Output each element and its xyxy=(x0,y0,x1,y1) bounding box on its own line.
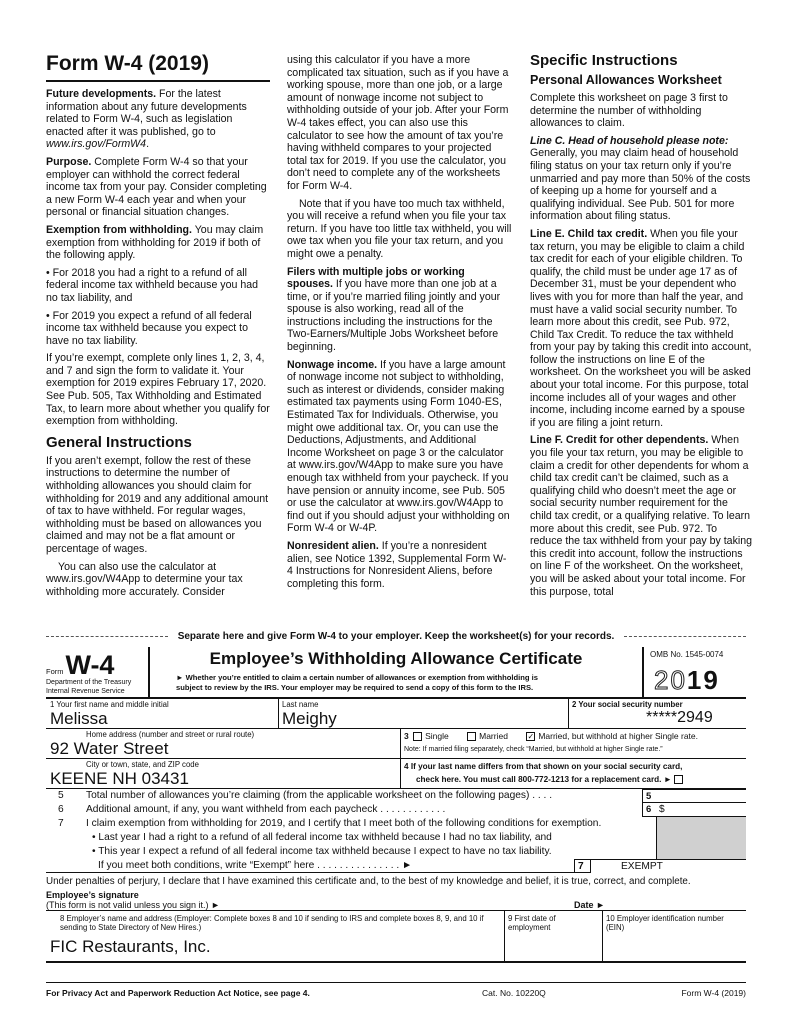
linec-text: Generally, you may claim head of household filing status on your tax return only if you’re unmarried and pay more than 50% of the costs of keeping up a home for yourself and a qualifying individual. See Pub. 501 for more information about filing status. xyxy=(530,147,751,223)
linee-head: Line E. Child tax credit. xyxy=(530,227,648,240)
line-6-text: Additional amount, if any, you want withheld from each paycheck . . . . . . . . . . . . xyxy=(86,804,446,815)
exempt-paragraph: If you’re exempt, complete only lines 1, 2, 3, 4, and 7 and sign the form to validate it. Your exemption for 2019 expires February 17, 2020. See Pub. 505, Tax Withholding and Estimated Tax, to learn more about whether you qualify for exemption from withholding. xyxy=(46,352,270,428)
married-label: Married xyxy=(479,731,508,741)
employer-name-field[interactable]: FIC Restaurants, Inc. xyxy=(50,937,211,956)
form-reference: Form W-4 (2019) xyxy=(681,988,746,998)
form-word: Form xyxy=(46,667,64,676)
nonwage xyxy=(287,359,512,535)
married-higher-checkbox[interactable] xyxy=(526,732,535,741)
nonresident xyxy=(287,540,512,590)
calculator-text: You can also use the calculator at www.irs.gov/W4App to determine your tax withholding more accurately. Consider xyxy=(46,560,243,598)
last-name-field[interactable]: Meighy xyxy=(282,709,337,728)
w4-certificate xyxy=(46,647,746,963)
line-e xyxy=(530,228,752,430)
allowances-field[interactable] xyxy=(656,789,746,803)
ssn-label: 2 Your social security number xyxy=(572,700,683,709)
specific-instructions-heading: Specific Instructions xyxy=(530,52,678,69)
address-label: Home address (number and street or rural route) xyxy=(86,730,255,739)
ssn-field[interactable]: *****2949 xyxy=(646,709,713,726)
line-5 xyxy=(46,789,746,803)
tax-year xyxy=(654,665,720,696)
line-4-text-2 xyxy=(416,775,686,784)
divider xyxy=(400,759,401,788)
certificate-title: Employee’s Withholding Allowance Certificate xyxy=(209,649,583,668)
instructions-column-3 xyxy=(530,52,752,603)
separator-text: Separate here and give Form W-4 to your employer. Keep the worksheet(s) for your records. xyxy=(177,630,615,642)
form-id-box xyxy=(46,647,150,699)
divider xyxy=(568,699,569,728)
name-row xyxy=(46,699,746,729)
linee-text: When you file your tax return, you may be eligible to claim a child tax credit for each of your eligible children. To qualify, the child must be under age 17 as of December 31, must be your dependent who lives with you for more than half the year, and must have a valid social security number. To learn more about this credit, see Pub. 972, Child Tax Credit. To reduce the tax withheld from your pay by taking this credit into account, follow the instructions on line E of the worksheet. On the worksheet you will be asked about your total income. For this purpose, total income includes all of your wages and other income, including income earned by a spouse if you are filing a joint return. xyxy=(530,227,752,429)
line-4-text-1: 4 If your last name differs from that shown on your social security card, xyxy=(404,762,683,771)
certificate-title-block xyxy=(156,649,636,692)
signature-section xyxy=(46,873,746,911)
divider xyxy=(504,911,505,961)
city-row xyxy=(46,759,746,789)
city-field[interactable]: KEENE NH 03431 xyxy=(50,769,189,788)
instructions-column-1 xyxy=(46,52,270,603)
line-7-condition-a xyxy=(46,831,746,845)
line-6-number: 6 xyxy=(58,804,64,815)
subtitle-line-1: ► Whether you’re entitled to claim a certain number of allowances or exemption from withholding is xyxy=(176,673,538,682)
line-7-number: 7 xyxy=(58,818,64,829)
line-7-condition-b xyxy=(46,845,746,859)
form-title: Form W-4 (2019) xyxy=(46,52,270,82)
dept-text xyxy=(46,679,131,696)
line-7-exempt xyxy=(46,859,746,873)
certificate-header xyxy=(46,647,746,699)
col2-paragraph-1: using this calculator if you have a more complicated tax situation, such as if you have a working spouse, more than one job, or a large amount of nonwage income not subject to withholding outside of your job. After your Form W-4 takes effect, you can also use this calculator to see how the amount of tax you’re having withheld compares to your projected total tax for 2019. If you use the calculator, you don’t need to complete any of the worksheets for Form W-4. xyxy=(287,54,509,192)
signature-label: Employee’s signature xyxy=(46,890,139,900)
paw-text: Complete this worksheet on page 3 first to determine the number of withholding allowances to claim. xyxy=(530,92,728,130)
filing-note: Note: If married filing separately, check “Married, but withhold at higher Single rate.” xyxy=(404,746,663,753)
future-url-link[interactable]: www.irs.gov/FormW4 xyxy=(46,138,147,151)
line-5-text: Total number of allowances you’re claiming (from the applicable worksheet on the following pages) . . . . xyxy=(86,790,553,801)
line-7a-text: • Last year I had a right to a refund of all federal income tax withheld because I had no tax liability, and xyxy=(92,832,552,843)
single-checkbox[interactable] xyxy=(413,732,422,741)
ein-label: 10 Employer identification number (EIN) xyxy=(606,914,724,932)
nonwage-head: Nonwage income. xyxy=(287,358,378,371)
divider xyxy=(278,699,279,728)
allowance-lines xyxy=(46,789,746,873)
first-date-label: 9 First date of employment xyxy=(508,914,556,932)
name-differs-checkbox[interactable] xyxy=(674,775,683,784)
instructions-column-2 xyxy=(287,54,512,595)
form-code xyxy=(46,650,114,681)
linec-head: Line C. Head of household please note: xyxy=(530,134,729,147)
form-code-big: W-4 xyxy=(65,650,115,680)
exempt-field[interactable]: EXEMPT xyxy=(590,859,746,873)
signature-note: (This form is not valid unless you sign it.) ► xyxy=(46,900,220,910)
married-higher-label: Married, but withhold at higher Single rate. xyxy=(538,731,699,741)
future-text: For the latest information about any future developments related to Form W-4, such as legislation enacted after it was published, go to xyxy=(46,88,247,138)
checkmark-icon: ✓ xyxy=(527,732,535,742)
general-text: If you aren’t exempt, follow the rest of these instructions to determine the number of withholding allowances you should claim for withholding for 2019 and any additional amount of tax to have withheld. For regular wages, withholding must be based on allowances you claimed and may not be a flat amount or percentage of wages. xyxy=(46,454,269,555)
linef-head: Line F. Credit for other dependents. xyxy=(530,434,709,447)
exempt-head: Exemption from withholding. xyxy=(46,223,192,236)
filers-head: Filers with multiple jobs or working spouses. xyxy=(287,265,465,291)
year-solid: 19 xyxy=(686,665,720,695)
exempt-bullet-1: • For 2018 you had a right to a refund of all federal income tax withheld because you had no tax liability, and xyxy=(46,266,259,304)
line-f xyxy=(530,434,752,598)
line-3-number: 3 xyxy=(404,731,409,741)
year-outline: 20 xyxy=(654,665,687,695)
filers-text: If you have more than one job at a time, or if you’re married filing jointly and your spouse is also working, read all of the instructions including the instructions for the Two-Earners/Multiple Jobs Worksheet before beginning. xyxy=(287,278,501,354)
married-checkbox[interactable] xyxy=(467,732,476,741)
address-row xyxy=(46,729,746,759)
cut-separator xyxy=(46,628,746,644)
nonwage-text: If you have a large amount of nonwage income not subject to withholding, such as interest or dividends, consider making estimated tax payments using Form 1040-ES, Estimated Tax for Individuals. Otherwise, you might owe additional tax. Or, you can use the Deductions, Adjustments, and Additional Income Worksheet on page 3 or the calculator at www.irs.gov/W4App to make sure you have enough tax withheld from your paycheck. If you have pension or annuity income, see Pub. 505 or use the calculator at www.irs.gov/W4App to find out if you should adjust your withholding on Form W-4 or W-4P. xyxy=(287,358,510,535)
employer-label: 8 Employer’s name and address (Employer: Complete boxes 8 and 10 if sending to IRS and complete boxes 8, 9, and 10 if sending to State Directory of New Hires.) xyxy=(60,914,484,932)
linef-text: When you file your tax return, you may be eligible to claim a credit for other dependents for whom a child tax credit can’t be claimed, such as a qualifying child who doesn’t meet the age or social security number requirement for the child tax credit, or a qualifying relative. To learn more about this credit, see Pub. 972. To reduce the tax withheld from your pay by taking this credit into account, follow the instructions on line F of the worksheet. On the worksheet, you will be asked about your total income. For this purpose, total xyxy=(530,434,752,598)
line-7-text: I claim exemption from withholding for 2019, and I certify that I meet both of the following conditions for exemption. xyxy=(86,818,602,829)
exempt-text: You may claim exemption from withholding for 2019 if both of the following apply. xyxy=(46,223,264,262)
single-label: Single xyxy=(425,731,449,741)
date-field[interactable] xyxy=(614,898,744,910)
line-7-box-label: 7 xyxy=(574,859,590,873)
dept-line: Department of the Treasury xyxy=(46,679,132,686)
future-developments: Future developments. For the latest information about any future developments related to Form W-4, such as legislation enacted after it was published, go to www.irs.gov/FormW4. xyxy=(46,88,247,151)
purpose xyxy=(46,156,270,219)
filing-status xyxy=(404,731,698,741)
employer-section xyxy=(46,911,746,963)
page-footer xyxy=(46,982,746,998)
line-6 xyxy=(46,803,746,817)
dashed-line-right xyxy=(624,636,746,637)
purpose-text: Complete Form W-4 so that your employer can withhold the correct federal income tax from your pay. Consider completing a new Form W-4 each year and when your personal or financial situation changes. xyxy=(46,155,267,219)
divider xyxy=(400,729,401,758)
privacy-notice: For Privacy Act and Paperwork Reduction Act Notice, see page 4. xyxy=(46,988,310,998)
line-c xyxy=(530,135,752,223)
purpose-head: Purpose. xyxy=(46,155,92,168)
paw-heading: Personal Allowances Worksheet xyxy=(530,73,722,87)
perjury-statement: Under penalties of perjury, I declare that I have examined this certificate and, to the best of my knowledge and belief, it is true, correct, and complete. xyxy=(46,876,691,887)
first-name-label: 1 Your first name and middle initial xyxy=(50,700,169,709)
irs-line: Internal Revenue Service xyxy=(46,687,125,695)
divider xyxy=(602,911,603,961)
last-name-label: Last name xyxy=(282,700,319,709)
signature-field[interactable] xyxy=(256,898,556,910)
line-6-box-label: 6 xyxy=(642,803,656,817)
nonres-head: Nonresident alien. xyxy=(287,539,379,552)
col2-paragraph-2: Note that if you have too much tax withheld, you will receive a refund when you file your tax return. If you have too little tax withheld, you will owe tax when you file your tax return, and you might owe a penalty. xyxy=(287,197,512,260)
date-label: Date ► xyxy=(574,900,605,910)
line-5-box-label: 5 xyxy=(642,789,656,803)
nonres-text: If you’re a nonresident alien, see Notice 1392, Supplemental Form W-4 Instructions for Nonresident Aliens, before completing this form. xyxy=(287,539,507,590)
line-7b-text: • This year I expect a refund of all federal income tax withheld because I expect to have no tax liability. xyxy=(92,846,552,857)
future-head: Future developments. xyxy=(46,88,157,100)
omb-year-box xyxy=(642,647,746,699)
first-name-field[interactable]: Melissa xyxy=(50,709,108,728)
address-field[interactable]: 92 Water Street xyxy=(50,739,169,758)
dashed-line-left xyxy=(46,636,168,637)
omb-number: OMB No. 1545-0074 xyxy=(650,650,724,659)
line-7c-text: If you meet both conditions, write “Exempt” here . . . . . . . . . . . . . . . ► xyxy=(98,860,413,871)
exemption xyxy=(46,224,270,262)
additional-amount-field[interactable]: $ xyxy=(656,803,746,817)
line-7 xyxy=(46,817,746,831)
subtitle-line-2: subject to review by the IRS. Your employer may be required to send a copy of this form to the IRS. xyxy=(176,682,534,692)
city-label: City or town, state, and ZIP code xyxy=(86,760,199,769)
exempt-bullet-2: • For 2019 you expect a refund of all federal income tax withheld because you expect to have no tax liability. xyxy=(46,309,252,347)
certificate-subtitle xyxy=(156,673,636,692)
line-4-check-text: check here. You must call 800-772-1213 for a replacement card. ► xyxy=(416,775,672,784)
general-instructions-heading: General Instructions xyxy=(46,433,192,451)
filers xyxy=(287,266,512,354)
catalog-number: Cat. No. 10220Q xyxy=(482,988,546,998)
line-5-number: 5 xyxy=(58,790,64,801)
